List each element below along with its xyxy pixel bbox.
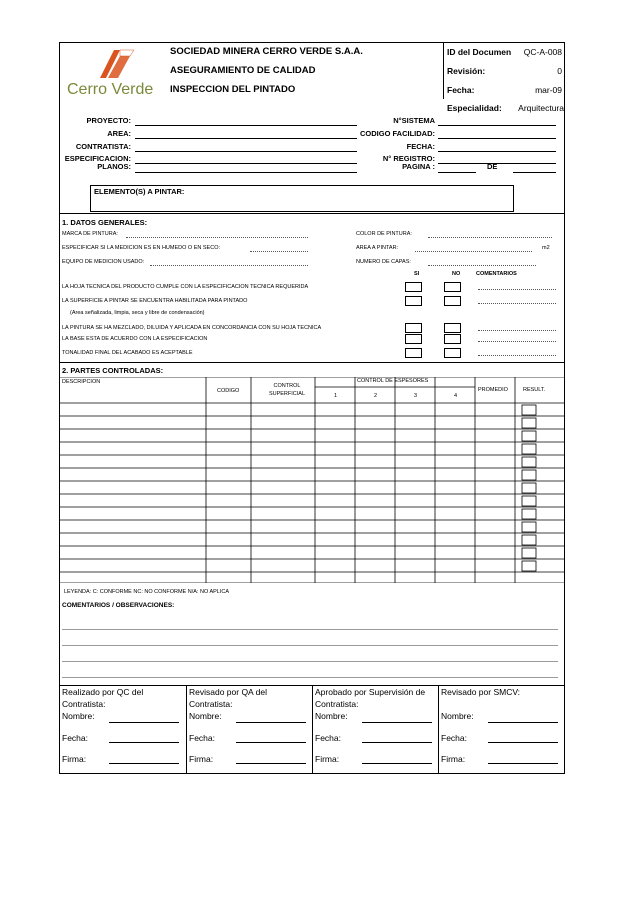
signature-name-label: Nombre: (441, 711, 474, 721)
comments-line-2[interactable] (62, 645, 558, 646)
specialty-label: Especialidad: (447, 103, 502, 113)
signature-date-line[interactable] (109, 742, 179, 743)
check-comment-line[interactable] (478, 341, 556, 342)
company-name: SOCIEDAD MINERA CERRO VERDE S.A.A. (170, 46, 363, 57)
project-input-line[interactable] (135, 125, 357, 126)
result-checkbox[interactable] (522, 548, 536, 558)
area-label: AREA: (107, 129, 131, 138)
thickness-3: 3 (414, 393, 418, 399)
check-comment-line[interactable] (478, 289, 556, 290)
check-item-label: LA HOJA TECNICA DEL PRODUCTO CUMPLE CON LA ESPECIFICACION TECNICA REQUERIDA (62, 284, 309, 290)
check-item-label: LA BASE ESTA DE ACUERDO CON LA ESPECIFICACION (62, 336, 208, 342)
measure-condition-label: ESPECIFICAR SI LA MEDICION ES EN HUMEDO O EN SECO: (62, 245, 221, 251)
contractor-input-line[interactable] (135, 151, 357, 152)
revision-value: 0 (557, 66, 562, 76)
check-si-box[interactable] (405, 348, 422, 358)
page-input-line[interactable] (438, 172, 476, 173)
signature-title: Revisado por QA del (189, 687, 267, 697)
check-item-label: LA PINTURA SE HA MEZCLADO, DILUIDA Y APLICADA EN CONCORDANCIA CON SU HOJA TECNICA (62, 325, 322, 331)
check-item-label: LA SUPERFICIE A PINTAR SE ENCUENTRA HABILITADA PARA PINTADO (62, 298, 248, 304)
signature-date-line[interactable] (236, 742, 306, 743)
result-checkbox[interactable] (522, 470, 536, 480)
page-label: PAGINA : (402, 162, 435, 171)
signature-divider (186, 685, 187, 774)
contractor-label: CONTRATISTA: (75, 142, 131, 151)
result-checkbox[interactable] (522, 483, 536, 493)
check-no-box[interactable] (444, 296, 461, 306)
doc-id-label: ID del Documen (447, 47, 512, 57)
signature-title: Revisado por SMCV: (441, 687, 521, 697)
signature-title-2: Contratista: (189, 699, 233, 709)
project-label: PROYECTO: (86, 116, 131, 125)
company-logo (64, 44, 164, 104)
col-average: PROMEDIO (478, 387, 508, 393)
paint-color-label: COLOR DE PINTURA: (356, 231, 412, 237)
check-si-box[interactable] (405, 323, 422, 333)
date-label: Fecha: (447, 85, 475, 95)
check-no-box[interactable] (444, 348, 461, 358)
department-name: ASEGURAMIENTO DE CALIDAD (170, 65, 316, 76)
check-item-label: TONALIDAD FINAL DEL ACABADO ES ACEPTABLE (62, 350, 193, 356)
check-no-box[interactable] (444, 323, 461, 333)
signature-sign-line[interactable] (236, 763, 306, 764)
signature-name-line[interactable] (488, 722, 558, 723)
signature-date-line[interactable] (488, 742, 558, 743)
section1-title: 1. DATOS GENERALES: (62, 218, 148, 227)
parts-table (59, 377, 565, 583)
doc-id-value: QC-A-008 (523, 47, 562, 57)
check-si-box[interactable] (405, 334, 422, 344)
check-comment-line[interactable] (478, 355, 556, 356)
signature-sign-line[interactable] (362, 763, 432, 764)
col-comments-label: COMENTARIOS (476, 271, 517, 277)
date-value: mar-09 (535, 85, 562, 95)
thickness-4: 4 (454, 393, 458, 399)
plans-input-line[interactable] (135, 172, 357, 173)
result-checkbox[interactable] (522, 444, 536, 454)
check-si-box[interactable] (405, 296, 422, 306)
signature-divider (438, 685, 439, 774)
result-checkbox[interactable] (522, 561, 536, 571)
equipment-line[interactable] (150, 265, 308, 266)
signature-sign-line[interactable] (109, 763, 179, 764)
check-no-box[interactable] (444, 282, 461, 292)
result-checkbox[interactable] (522, 405, 536, 415)
comments-line-3[interactable] (62, 661, 558, 662)
signature-title-2: Contratista: (315, 699, 359, 709)
project-date-label: FECHA: (406, 142, 435, 151)
thickness-1: 1 (334, 393, 338, 399)
result-checkbox[interactable] (522, 522, 536, 532)
facility-code-label: CODIGO FACILIDAD: (360, 129, 435, 138)
paint-brand-label: MARCA DE PINTURA: (62, 231, 118, 237)
signature-date-label: Fecha: (315, 733, 341, 743)
revision-label: Revisión: (447, 66, 486, 76)
signature-sign-label: Firma: (441, 754, 466, 764)
check-comment-line[interactable] (478, 330, 556, 331)
measure-condition-line[interactable] (250, 251, 308, 252)
signature-sign-label: Firma: (315, 754, 340, 764)
paint-area-line[interactable] (415, 251, 532, 252)
col-description: DESCRIPCION (62, 379, 101, 385)
system-input-line[interactable] (438, 125, 556, 126)
check-note: (Area señalizada, limpia, seca y libre de condensación) (70, 310, 205, 316)
signature-name-label: Nombre: (62, 711, 95, 721)
coats-number-label: NUMERO DE CAPAS: (356, 259, 411, 265)
signature-title-2: Contratista: (62, 699, 106, 709)
parts-table-grid (59, 377, 565, 583)
signature-date-label: Fecha: (62, 733, 88, 743)
signature-title: Aprobado por Supervisión de (315, 687, 426, 697)
result-checkbox[interactable] (522, 509, 536, 519)
col-result: RESULT. (523, 387, 546, 393)
check-si-box[interactable] (405, 282, 422, 292)
comments-line-1[interactable] (62, 629, 558, 630)
coats-number-line[interactable] (428, 265, 536, 266)
page-of-label: DE (487, 162, 498, 171)
result-checkbox[interactable] (522, 496, 536, 506)
signature-name-label: Nombre: (315, 711, 348, 721)
paint-brand-line[interactable] (126, 237, 308, 238)
comments-label: COMENTARIOS / OBSERVACIONES: (62, 602, 175, 609)
project-date-input-line[interactable] (438, 151, 556, 152)
signature-sign-label: Firma: (189, 754, 214, 764)
section2-title: 2. PARTES CONTROLADAS: (62, 366, 164, 375)
signature-sign-line[interactable] (488, 763, 558, 764)
legend: LEYENDA: C: CONFORME NC: NO CONFORME N/A: NO APLICA (64, 589, 230, 595)
facility-code-input-line[interactable] (438, 138, 556, 139)
check-comment-line[interactable] (478, 303, 556, 304)
logo-text: Cerro Verde (67, 81, 154, 98)
form-title: INSPECCION DEL PINTADO (170, 84, 296, 95)
signature-title: Realizado por QC del (62, 687, 144, 697)
signature-name-label: Nombre: (189, 711, 222, 721)
col-no-label: NO (452, 271, 461, 277)
result-checkbox[interactable] (522, 418, 536, 428)
area-input-line[interactable] (135, 138, 357, 139)
col-code: CODIGO (217, 388, 240, 394)
signature-date-label: Fecha: (441, 733, 467, 743)
plans-label: PLANOS: (97, 162, 131, 171)
signature-date-line[interactable] (362, 742, 432, 743)
elements-label: ELEMENTO(S) A PINTAR: (94, 187, 185, 196)
signature-name-line[interactable] (362, 722, 432, 723)
paint-area-label: AREA A PINTAR: (356, 245, 399, 251)
specialty-value: Arquitectura (518, 103, 564, 113)
col-si-label: SI (414, 271, 420, 277)
signature-name-line[interactable] (236, 722, 306, 723)
signature-divider (312, 685, 313, 774)
check-no-box[interactable] (444, 334, 461, 344)
system-label: N°SISTEMA (393, 116, 435, 125)
specification-label: ESPECIFICACION: (64, 154, 131, 163)
paint-color-line[interactable] (428, 237, 552, 238)
equipment-label: EQUIPO DE MEDICION USADO: (62, 259, 145, 265)
result-checkbox[interactable] (522, 535, 536, 545)
comments-line-4[interactable] (62, 677, 558, 678)
signature-date-label: Fecha: (189, 733, 215, 743)
area-unit: m2 (542, 245, 550, 251)
page-total-input-line[interactable] (513, 172, 556, 173)
signature-sign-label: Firma: (62, 754, 87, 764)
result-checkbox[interactable] (522, 457, 536, 467)
record-number-label: N° REGISTRO: (382, 154, 435, 163)
signature-name-line[interactable] (109, 722, 179, 723)
col-surface-control: CONTROL SUPERFICIAL (268, 383, 306, 397)
col-thickness-control: CONTROL DE ESPESORES (357, 378, 429, 384)
thickness-2: 2 (374, 393, 378, 399)
result-checkbox[interactable] (522, 431, 536, 441)
specification-input-line[interactable] (135, 163, 357, 164)
